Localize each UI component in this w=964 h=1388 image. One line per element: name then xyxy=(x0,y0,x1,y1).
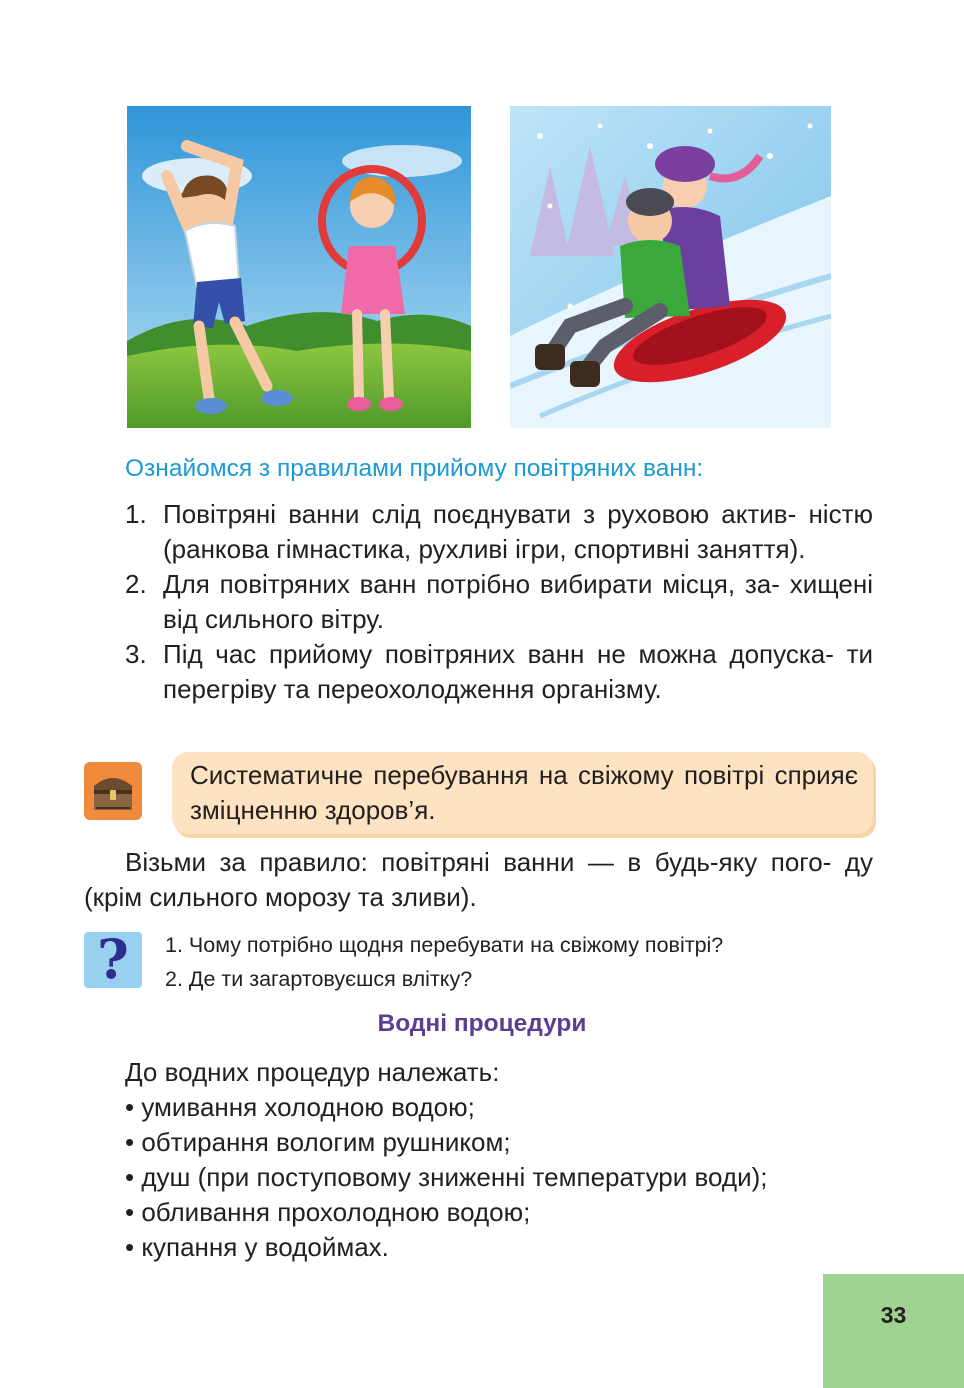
rule-line: Під час прийому повітряних ванн не можна допуска- xyxy=(163,639,834,669)
winter-sledding-illustration xyxy=(510,106,831,428)
advice-line: Візьми за правило: повітряні ванни — в будь-яку пого- xyxy=(125,847,832,877)
question-mark-glyph: ? xyxy=(97,927,129,991)
rule-line: ти перегріву та переохолодження організму. xyxy=(163,639,873,704)
section-title: Водні процедури xyxy=(377,1010,587,1037)
info-callout xyxy=(172,752,873,834)
air-baths-rules-heading: Ознайомся з правилами прийому повітряних ванн: xyxy=(125,455,704,482)
rule-number: 2. xyxy=(125,569,147,599)
rule-item xyxy=(125,637,873,707)
page-number-tab xyxy=(823,1274,964,1388)
question-item: 1. Чому потрібно щодня перебувати на свіжому повітрі? xyxy=(165,933,724,957)
rule-line: заняття). xyxy=(696,534,806,564)
rule-item xyxy=(125,567,873,637)
question-item: 2. Де ти загартовуєшся влітку? xyxy=(165,967,473,991)
rule-line: Повітряні ванни слід поєднувати з руховою актив- xyxy=(163,499,797,529)
advice-line: ду (крім сильного морозу та зливи). xyxy=(84,847,874,912)
question-mark-icon xyxy=(84,927,142,991)
list-item: • купання у водоймах. xyxy=(125,1232,389,1262)
rule-number: 3. xyxy=(125,639,147,669)
air-baths-rules-list xyxy=(125,497,873,707)
list-item: • умивання холодною водою; xyxy=(125,1092,475,1122)
info-line: Систематичне перебування на свіжому повітрі xyxy=(190,760,765,790)
list-item: • обтирання вологим рушником; xyxy=(125,1127,511,1157)
questions-list xyxy=(165,928,885,996)
rule-number: 1. xyxy=(125,499,147,529)
info-callout-text xyxy=(190,758,858,828)
water-procedures-list xyxy=(125,1054,885,1265)
water-procedures-intro: До водних процедур належать: xyxy=(125,1057,500,1087)
summer-exercise-illustration xyxy=(127,106,471,428)
info-line: сприяє зміцненню здоров’я. xyxy=(190,760,858,825)
rule-line: Для повітряних ванн потрібно вибирати місця, за- xyxy=(163,569,780,599)
rule-line: хищені від сильного вітру. xyxy=(163,569,873,634)
rule-item xyxy=(125,497,873,567)
rule-line: ністю (ранкова гімнастика, рухливі ігри, спортивні xyxy=(163,499,873,564)
list-item: • обливання прохолодною водою; xyxy=(125,1197,531,1227)
page-number: 33 xyxy=(880,1302,907,1328)
list-item: • душ (при поступовому зниженні температури води); xyxy=(125,1162,768,1192)
advice-paragraph xyxy=(84,845,873,915)
treasure-chest-icon xyxy=(84,762,142,820)
